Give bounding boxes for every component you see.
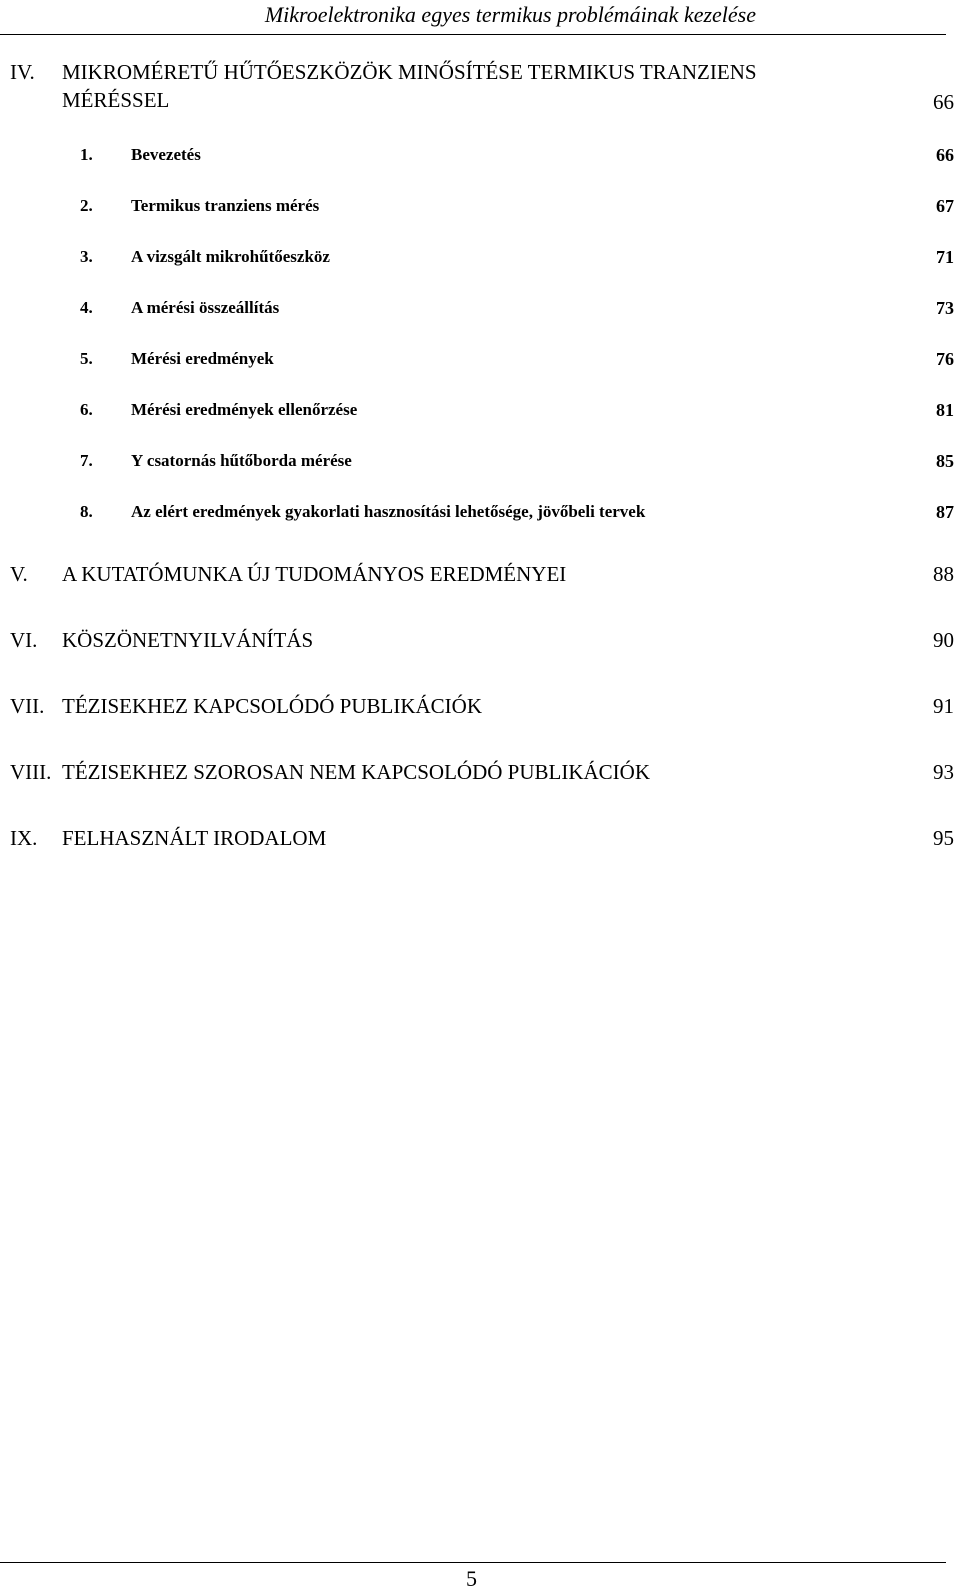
toc-entry-page: 67 — [936, 196, 954, 216]
toc-entry-title: A vizsgált mikrohűtőeszköz — [131, 247, 330, 266]
toc-entry-page: 88 — [933, 562, 954, 586]
toc-entry-title: Mérési eredmények ellenőrzése — [131, 400, 358, 419]
toc-entry-title: TÉZISEKHEZ KAPCSOLÓDÓ PUBLIKÁCIÓK — [62, 694, 482, 718]
toc-entry-title: FELHASZNÁLT IRODALOM — [62, 826, 327, 850]
toc-entry-number: 2. — [80, 196, 93, 215]
toc-entry-title: TÉZISEKHEZ SZOROSAN NEM KAPCSOLÓDÓ PUBLIKÁCIÓK — [62, 760, 651, 784]
page-number: 5 — [466, 1566, 477, 1591]
toc-entry-page: 91 — [933, 694, 954, 718]
toc-entry-page: 87 — [936, 502, 954, 522]
toc-entry-title: Mérési eredmények — [131, 349, 274, 368]
toc-entry-title-continuation: MÉRÉSSEL — [62, 88, 170, 112]
toc-entry-number: VIII. — [10, 760, 52, 784]
toc-entry-number: VI. — [10, 628, 38, 652]
toc-entry-number: 8. — [80, 502, 93, 521]
toc-entry-page: 95 — [933, 826, 954, 850]
toc-entry-title: Az elért eredmények gyakorlati hasznosítási lehetősége, jövőbeli tervek — [131, 502, 646, 521]
toc-entry-title: Termikus tranziens mérés — [131, 196, 320, 215]
toc-entry-page: 93 — [933, 760, 954, 784]
toc-entry-number: 1. — [80, 145, 93, 164]
toc-entry-number: 6. — [80, 400, 93, 419]
toc-entry-page: 76 — [936, 349, 954, 369]
toc-entry-page: 85 — [936, 451, 954, 471]
toc-entry-title: KÖSZÖNETNYILVÁNÍTÁS — [62, 628, 314, 652]
toc-entry-number: VII. — [10, 694, 45, 718]
toc-entry-number: IV. — [10, 60, 35, 84]
toc-entry-number: V. — [10, 562, 28, 586]
toc-entry-page: 71 — [936, 247, 954, 267]
toc-entry-number: 5. — [80, 349, 93, 368]
footer-divider — [0, 1562, 946, 1563]
toc-entry-page: 73 — [936, 298, 954, 318]
toc-entry-page: 66 — [936, 145, 954, 165]
toc-entry-page: 81 — [936, 400, 954, 420]
toc-entry-title: A mérési összeállítás — [131, 298, 280, 317]
toc-entry-page: 66 — [933, 90, 954, 114]
toc-entry-iv[interactable] — [0, 60, 954, 116]
toc-entry-number: 7. — [80, 451, 93, 470]
toc-entry-number: 3. — [80, 247, 93, 266]
running-header-title: Mikroelektronika egyes termikus problémáinak kezelése — [264, 2, 756, 27]
toc-entry-title: MIKROMÉRETŰ HŰTŐESZKÖZÖK MINŐSÍTÉSE TERMIKUS TRANZIENS — [62, 60, 757, 84]
toc-entry-number: IX. — [10, 826, 38, 850]
toc-entry-number: 4. — [80, 298, 93, 317]
toc-entry-title: A KUTATÓMUNKA ÚJ TUDOMÁNYOS EREDMÉNYEI — [62, 562, 567, 586]
running-header — [0, 0, 946, 35]
toc-entry-title: Bevezetés — [131, 145, 201, 164]
toc-entry-title: Y csatornás hűtőborda mérése — [131, 451, 352, 470]
toc-entry-page: 90 — [933, 628, 954, 652]
